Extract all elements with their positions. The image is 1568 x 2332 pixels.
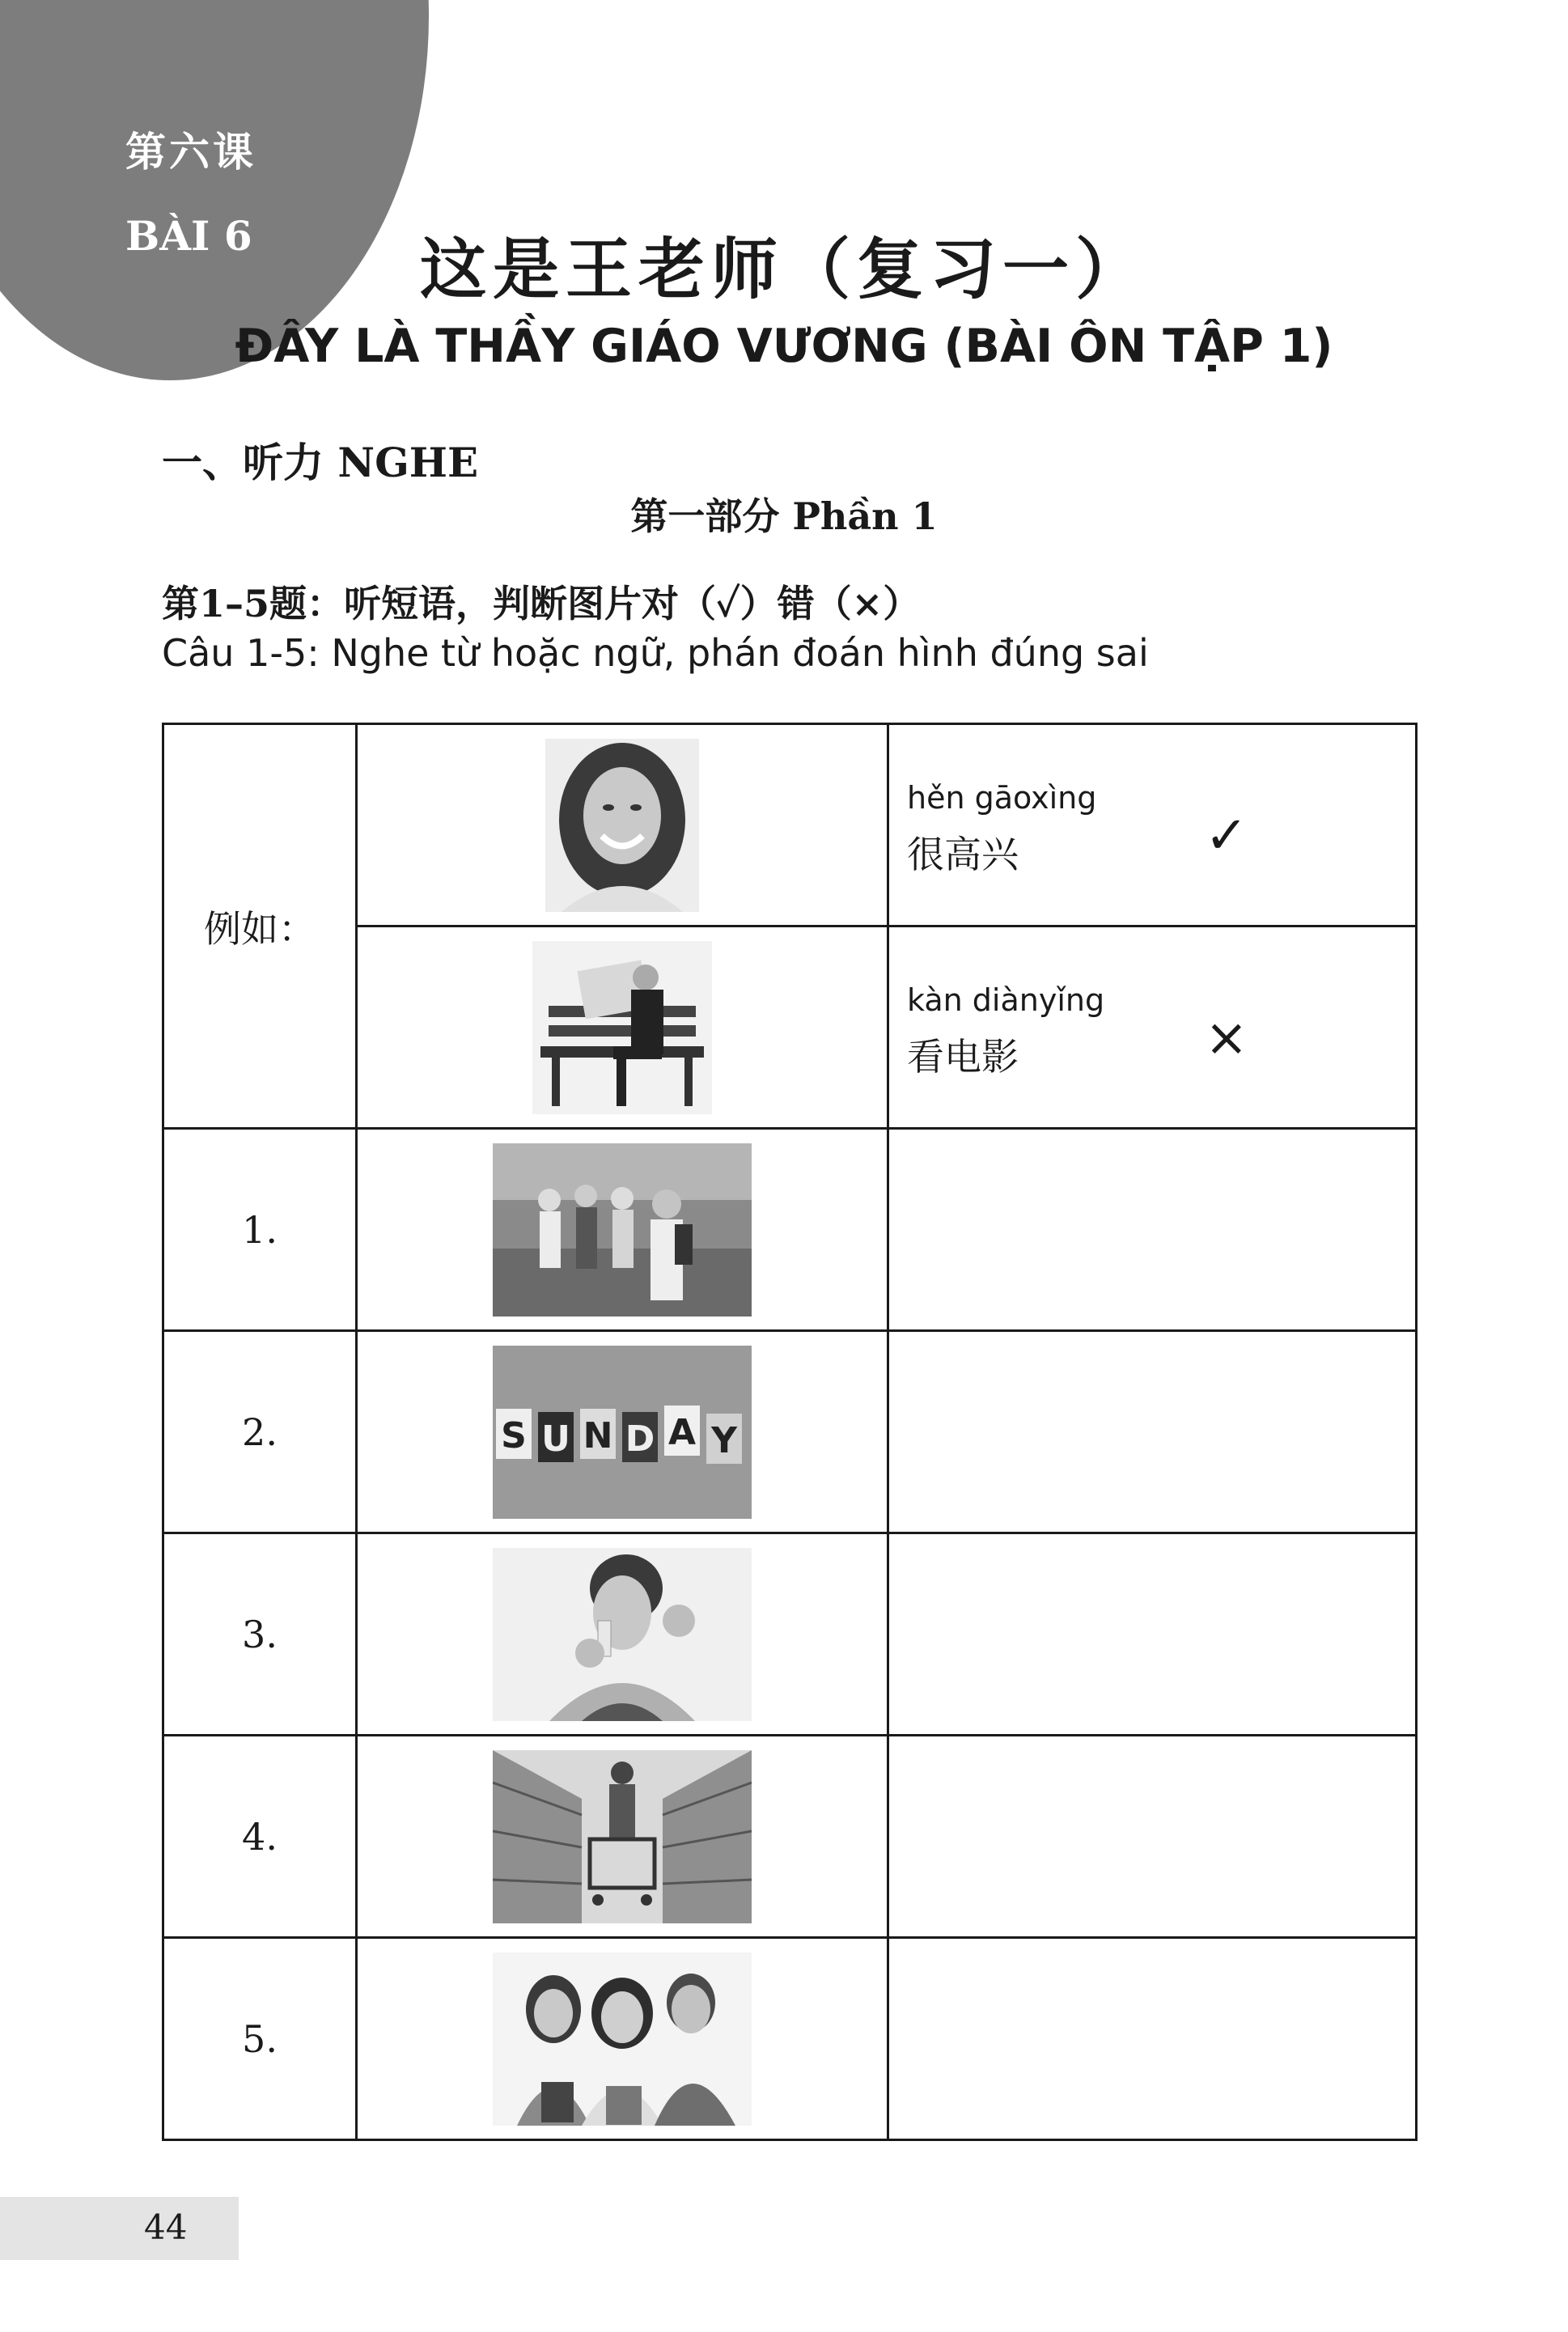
- instructions-cn: 第1–5题：听短语，判断图片对（✓）错（×）: [162, 582, 921, 625]
- woman-pushing-shopping-cart-photo: [493, 1750, 752, 1923]
- example-pinyin: kàn diànyǐng: [907, 982, 1105, 1018]
- question-image-cell: [357, 1129, 888, 1331]
- example-answer-cell: [888, 926, 1417, 1129]
- svg-text:A: A: [667, 1411, 697, 1453]
- check-mark-icon: ✓: [1205, 806, 1248, 866]
- svg-text:U: U: [541, 1418, 570, 1460]
- svg-text:N: N: [583, 1414, 613, 1456]
- svg-text:Y: Y: [711, 1419, 737, 1461]
- question-row: [163, 1736, 1417, 1938]
- smiling-woman-photo: [545, 739, 699, 912]
- question-answer-cell: [888, 1533, 1417, 1736]
- instructions-vn: Câu 1-5: Nghe từ hoặc ngữ, phán đoán hình đúng sai: [162, 631, 1149, 675]
- cross-mark-icon: ×: [1205, 1008, 1248, 1068]
- exercise-table: [162, 723, 1418, 2141]
- page-title-vn: ĐÂY LÀ THẦY GIÁO VƯƠNG (BÀI ÔN TẬP 1): [235, 320, 1333, 373]
- question-image-cell: [357, 1736, 888, 1938]
- example-image-cell: [357, 724, 888, 926]
- section-heading: 一、听力 NGHE: [162, 439, 479, 486]
- lesson-number-cn: 第六课: [125, 128, 256, 176]
- question-answer-cell: [888, 1736, 1417, 1938]
- question-number: 2.: [163, 1331, 357, 1533]
- question-image-cell: [357, 1938, 888, 2140]
- example-image-cell: [357, 926, 888, 1129]
- lesson-number-vn: BÀI 6: [125, 212, 252, 260]
- example-label: 例如：: [163, 724, 357, 1129]
- svg-text:S: S: [501, 1414, 527, 1456]
- page-number: 44: [144, 2207, 188, 2247]
- question-answer-cell: [888, 1129, 1417, 1331]
- question-image-cell: [357, 1533, 888, 1736]
- question-image-cell: [357, 1331, 888, 1533]
- svg-text:D: D: [625, 1418, 655, 1460]
- question-answer-cell: [888, 1938, 1417, 2140]
- page-title-cn: 这是王老师（复习一）: [419, 231, 1148, 308]
- man-reading-newspaper-on-bench-photo: [532, 941, 712, 1114]
- example-hanzi: 很高兴: [907, 833, 1019, 876]
- three-smiling-students-with-books-photo: [493, 1953, 752, 2126]
- question-number: 5.: [163, 1938, 357, 2140]
- question-row: [163, 1129, 1417, 1331]
- students-walking-with-backpacks-photo: [493, 1143, 752, 1317]
- example-hanzi: 看电影: [907, 1035, 1019, 1079]
- part-heading: 第一部分 Phần 1: [630, 494, 938, 538]
- example-pinyin: hěn gāoxìng: [907, 780, 1097, 816]
- page-number-box: [0, 2197, 239, 2260]
- question-row: [163, 1533, 1417, 1736]
- woman-drinking-water-ok-sign-photo: [493, 1548, 752, 1721]
- sunday-letters-on-corkboard-photo: [493, 1346, 752, 1519]
- question-number: 1.: [163, 1129, 357, 1331]
- question-row: [163, 1331, 1417, 1533]
- example-answer-cell: [888, 724, 1417, 926]
- question-number: 4.: [163, 1736, 357, 1938]
- question-number: 3.: [163, 1533, 357, 1736]
- question-answer-cell: [888, 1331, 1417, 1533]
- question-row: [163, 1938, 1417, 2140]
- example-row: [163, 724, 1417, 926]
